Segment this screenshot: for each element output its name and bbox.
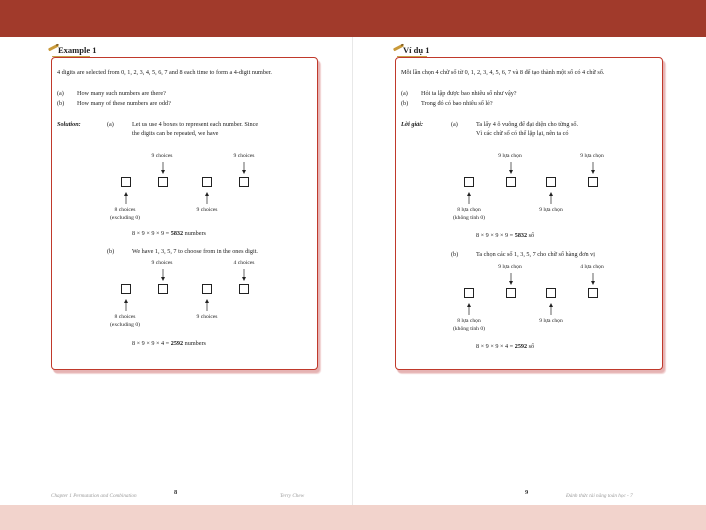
question-b: Trong đó có bao nhiêu số lẻ? xyxy=(421,100,493,107)
top-label-box4: 4 lựa chọn xyxy=(580,264,604,270)
bottom-label-box1-note: (excluding 0) xyxy=(110,322,140,328)
bottom-label-box1-note: (không tính 0) xyxy=(452,326,485,332)
top-banner xyxy=(0,0,706,37)
question-a: How many such numbers are there? xyxy=(77,90,166,97)
question-b-label: (b) xyxy=(57,100,65,107)
part-a-line2: the digits can be repeated, we have xyxy=(132,130,219,137)
digit-box xyxy=(158,177,168,187)
part-a-line1: Let us use 4 boxes to represent each number. Since xyxy=(132,121,259,128)
top-label-box4: 4 choices xyxy=(233,260,255,266)
up-arrow-icon xyxy=(466,303,472,315)
example-box xyxy=(395,57,663,370)
down-arrow-icon xyxy=(590,273,596,285)
right-page xyxy=(353,37,706,505)
result-b: 8 × 9 × 9 × 4 = 2592 numbers xyxy=(132,340,206,347)
up-arrow-icon xyxy=(466,192,472,204)
part-a-line2: Vì các chữ số có thể lặp lại, nên ta có xyxy=(476,130,569,137)
up-arrow-icon xyxy=(204,299,210,311)
solution-label: Lời giải: xyxy=(401,121,424,128)
digit-box xyxy=(121,177,131,187)
digit-box xyxy=(588,177,598,187)
example-heading: Example 1 xyxy=(52,45,122,57)
bottom-label-box1: 8 choices xyxy=(114,314,136,320)
down-arrow-icon xyxy=(241,162,247,174)
up-arrow-icon xyxy=(548,192,554,204)
bottom-label-box1-note: (excluding 0) xyxy=(110,215,140,221)
up-arrow-icon xyxy=(548,303,554,315)
top-label-box4: 9 choices xyxy=(233,153,255,159)
part-a-line1: Ta lấy 4 ô vuông để đại diện cho từng số. xyxy=(476,121,579,128)
digit-box xyxy=(546,177,556,187)
down-arrow-icon xyxy=(160,269,166,281)
footer-chapter: Chapter 1 Permutation and Combination xyxy=(51,493,137,499)
example-box xyxy=(51,57,318,370)
page-number: 9 xyxy=(525,489,529,496)
up-arrow-icon xyxy=(123,299,129,311)
bottom-label-box1-note: (không tính 0) xyxy=(452,215,485,221)
footer-author: Terry Chew xyxy=(280,493,305,499)
part-b-label: (b) xyxy=(107,248,115,255)
question-a-label: (a) xyxy=(401,90,408,97)
digit-box xyxy=(202,284,212,294)
part-b-text: Ta chọn các số 1, 3, 5, 7 cho chữ số hàng đơn vị xyxy=(476,251,595,258)
result-a: 8 × 9 × 9 × 9 = 5832 numbers xyxy=(132,230,206,237)
part-a-label: (a) xyxy=(451,121,458,128)
digit-box xyxy=(588,288,598,298)
example-heading: Ví dụ 1 xyxy=(397,45,467,57)
page-number: 8 xyxy=(174,489,178,496)
bottom-label-box3: 9 lựa chọn xyxy=(539,318,563,324)
digit-box xyxy=(239,284,249,294)
down-arrow-icon xyxy=(241,269,247,281)
down-arrow-icon xyxy=(508,273,514,285)
question-b-label: (b) xyxy=(401,100,409,107)
part-b-label: (b) xyxy=(451,251,459,258)
bottom-banner xyxy=(0,505,706,530)
bottom-label-box3: 9 choices xyxy=(196,314,218,320)
question-a-label: (a) xyxy=(57,90,64,97)
top-label-box4: 9 lựa chọn xyxy=(580,153,604,159)
question-a: Hỏi ta lập được bao nhiêu số như vậy? xyxy=(421,90,517,97)
question-b: How many of these numbers are odd? xyxy=(77,100,171,107)
bottom-label-box1: 8 lựa chọn xyxy=(457,207,481,213)
top-label-box2: 9 lựa chọn xyxy=(498,264,522,270)
solution-label: Solution: xyxy=(57,121,81,128)
up-arrow-icon xyxy=(204,192,210,204)
top-label-box2: 9 choices xyxy=(151,260,173,266)
top-label-box2: 9 choices xyxy=(151,153,173,159)
digit-box xyxy=(202,177,212,187)
problem-intro: 4 digits are selected from 0, 1, 2, 3, 4, 5, 6, 7 and 8 each time to form a 4-digit number. xyxy=(57,69,272,76)
digit-box xyxy=(506,177,516,187)
bottom-label-box3: 9 lựa chọn xyxy=(539,207,563,213)
result-b: 8 × 9 × 9 × 4 = 2592 số xyxy=(476,343,535,350)
bottom-label-box3: 9 choices xyxy=(196,207,218,213)
part-a-label: (a) xyxy=(107,121,114,128)
digit-box xyxy=(464,288,474,298)
down-arrow-icon xyxy=(508,162,514,174)
part-b-text: We have 1, 3, 5, 7 to choose from in the ones digit. xyxy=(132,248,258,255)
digit-box xyxy=(464,177,474,187)
top-label-box2: 9 lựa chọn xyxy=(498,153,522,159)
up-arrow-icon xyxy=(123,192,129,204)
result-a: 8 × 9 × 9 × 9 = 5832 số xyxy=(476,232,535,239)
down-arrow-icon xyxy=(160,162,166,174)
bottom-label-box1: 8 choices xyxy=(114,207,136,213)
digit-box xyxy=(506,288,516,298)
digit-box xyxy=(239,177,249,187)
footer-book-title: Đánh thức tài năng toán học - 7 xyxy=(566,493,633,499)
down-arrow-icon xyxy=(590,162,596,174)
digit-box xyxy=(158,284,168,294)
digit-box xyxy=(121,284,131,294)
digit-box xyxy=(546,288,556,298)
bottom-label-box1: 8 lựa chọn xyxy=(457,318,481,324)
left-page xyxy=(0,37,353,505)
problem-intro: Mỗi lần chọn 4 chữ số từ 0, 1, 2, 3, 4, 5, 6, 7 và 8 để tạo thành một số có 4 chữ số. xyxy=(401,69,605,76)
